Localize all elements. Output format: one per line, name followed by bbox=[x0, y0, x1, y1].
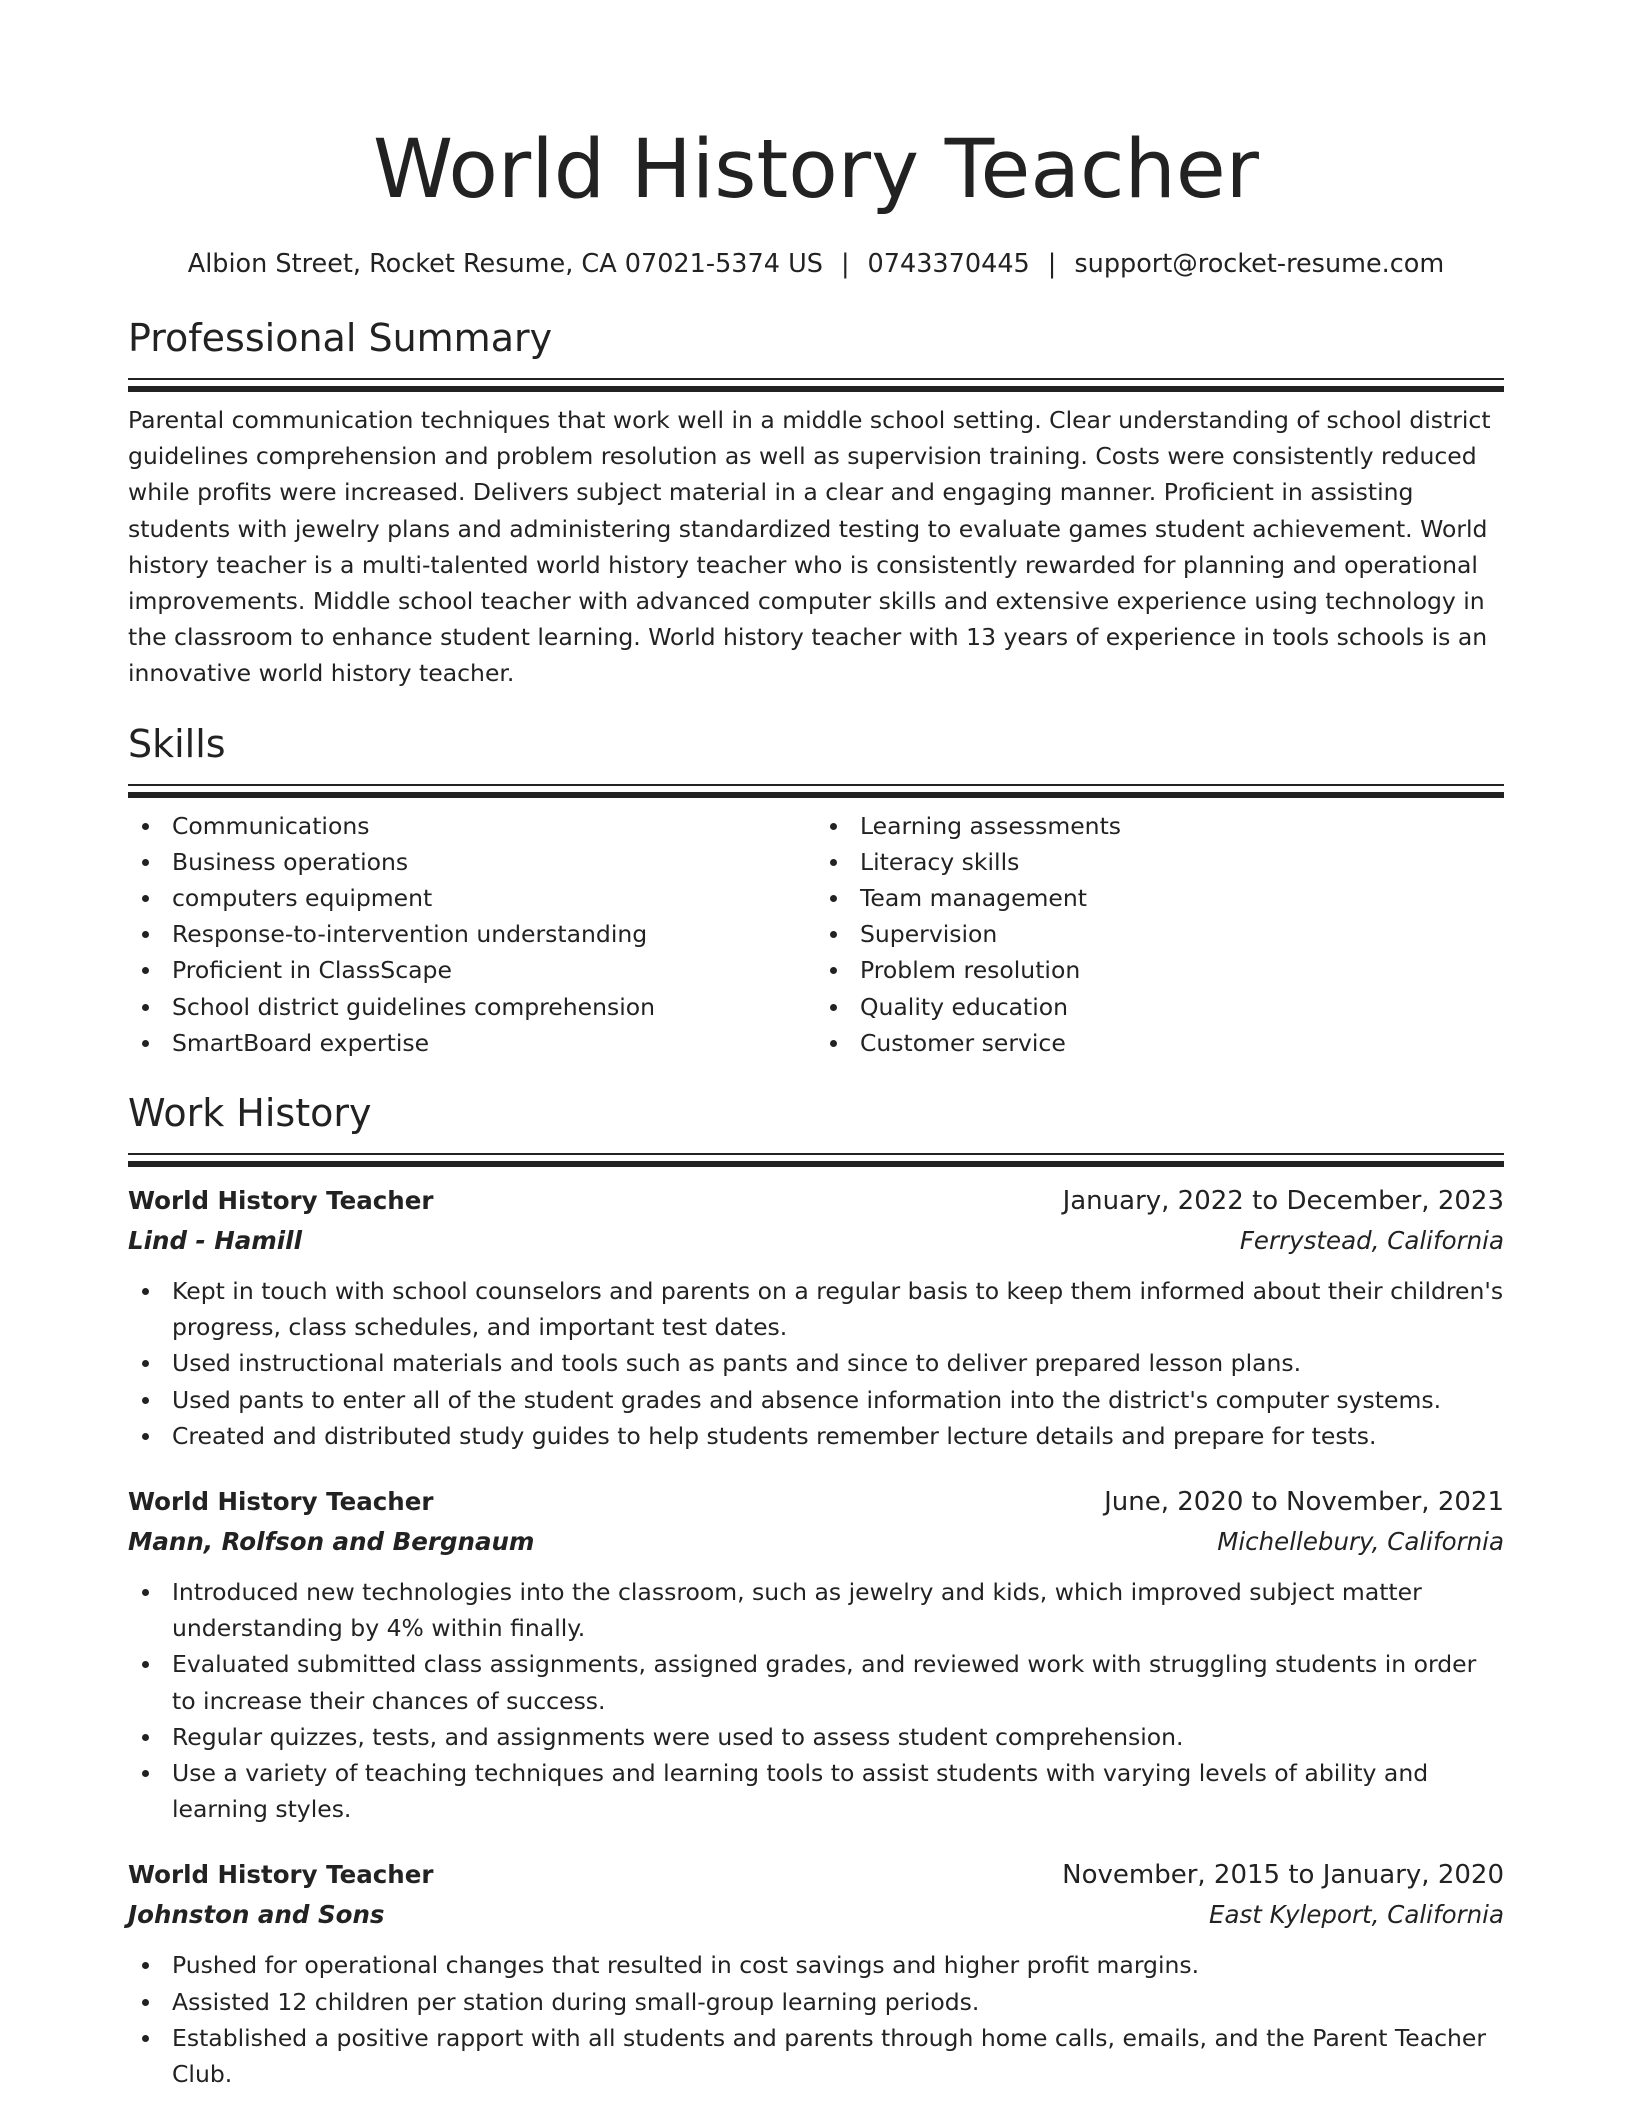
skills-column-right bbox=[816, 808, 1504, 1061]
job-company: Johnston and Sons bbox=[128, 1900, 385, 1930]
contact-phone: 0743370445 bbox=[867, 249, 1030, 279]
section-divider bbox=[128, 784, 1504, 786]
job-bullet: Assisted 12 children per station during small-group learning periods. bbox=[128, 1984, 1504, 2020]
job-dates: November, 2015 to January, 2020 bbox=[1062, 1860, 1504, 1891]
skill-item: Literacy skills bbox=[816, 844, 1504, 880]
contact-address: Albion Street, Rocket Resume, CA 07021-5374 US bbox=[187, 249, 823, 279]
section-title-skills: Skills bbox=[128, 721, 226, 766]
job-bullet: Created and distributed study guides to help students remember lecture details and prepare for tests. bbox=[128, 1418, 1504, 1454]
skill-item: Response-to-intervention understanding bbox=[128, 916, 816, 952]
job-bullet: Kept in touch with school counselors and parents on a regular basis to keep them informed about their children's progress, class schedules, and important test dates. bbox=[128, 1273, 1504, 1345]
job-company: Mann, Rolfson and Bergnaum bbox=[128, 1527, 535, 1557]
job-bullet: Used instructional materials and tools such as pants and since to deliver prepared lesson plans. bbox=[128, 1345, 1504, 1381]
skills-section bbox=[128, 718, 1504, 1061]
job-dates: January, 2022 to December, 2023 bbox=[1062, 1186, 1504, 1217]
job-header bbox=[128, 1855, 1504, 1895]
job-entry bbox=[128, 1181, 1504, 1454]
job-header bbox=[128, 1482, 1504, 1522]
job-company: Lind - Hamill bbox=[128, 1226, 302, 1256]
job-subheader bbox=[128, 1895, 1504, 1935]
skill-item: Customer service bbox=[816, 1025, 1504, 1061]
skill-item: Proficient in ClassScape bbox=[128, 952, 816, 988]
job-entry bbox=[128, 1855, 1504, 2092]
section-divider bbox=[128, 1153, 1504, 1155]
section-title-work: Work History bbox=[128, 1091, 372, 1136]
job-bullet: Pushed for operational changes that resulted in cost savings and higher profit margins. bbox=[128, 1947, 1504, 1983]
work-section bbox=[128, 1087, 1504, 2092]
job-bullet: Established a positive rapport with all students and parents through home calls, emails, and the Parent Teacher Club. bbox=[128, 2020, 1504, 2092]
skill-item: School district guidelines comprehension bbox=[128, 989, 816, 1025]
contact-separator: | bbox=[840, 249, 850, 279]
skill-item: Communications bbox=[128, 808, 816, 844]
job-bullet: Use a variety of teaching techniques and learning tools to assist students with varying levels of ability and learning styles. bbox=[128, 1755, 1504, 1827]
job-location: Michellebury, California bbox=[1217, 1527, 1504, 1557]
job-header bbox=[128, 1181, 1504, 1221]
job-subheader bbox=[128, 1522, 1504, 1562]
skills-list bbox=[128, 808, 1504, 1061]
job-bullets bbox=[128, 1273, 1504, 1454]
job-bullet: Regular quizzes, tests, and assignments were used to assess student comprehension. bbox=[128, 1719, 1504, 1755]
skills-column-left bbox=[128, 808, 816, 1061]
job-dates: June, 2020 to November, 2021 bbox=[1104, 1487, 1504, 1518]
section-title-summary: Professional Summary bbox=[128, 316, 553, 360]
job-subheader bbox=[128, 1221, 1504, 1261]
skill-item: Quality education bbox=[816, 989, 1504, 1025]
job-title: World History Teacher bbox=[128, 1186, 434, 1216]
job-title: World History Teacher bbox=[128, 1487, 434, 1517]
contact-line bbox=[128, 246, 1504, 282]
job-bullet: Used pants to enter all of the student grades and absence information into the district's computer systems. bbox=[128, 1382, 1504, 1418]
skill-item: Learning assessments bbox=[816, 808, 1504, 844]
skill-item: Problem resolution bbox=[816, 952, 1504, 988]
skill-item: SmartBoard expertise bbox=[128, 1025, 816, 1061]
job-bullet: Evaluated submitted class assignments, assigned grades, and reviewed work with struggling students in order to increase their chances of success. bbox=[128, 1646, 1504, 1718]
summary-section bbox=[128, 312, 1504, 692]
resume-name: World History Teacher bbox=[373, 123, 1259, 217]
job-bullets bbox=[128, 1574, 1504, 1827]
summary-text: Parental communication techniques that work well in a middle school setting. Clear understanding of school district guidelines comprehension and problem resolution as well as supervision training. Costs were consistently reduced while profits were increased. Delivers subject material in a clear and engaging manner. Proficient in assisting students with jewelry plans and administering standardized testing to evaluate games student achievement. World history teacher is a multi-talented world history teacher who is consistently rewarded for planning and operational improvements. Middle school teacher with advanced computer skills and extensive experience using technology in the classroom to enhance student learning. World history teacher with 13 years of experience in tools schools is an innovative world history teacher. bbox=[128, 406, 1491, 688]
job-title: World History Teacher bbox=[128, 1860, 434, 1890]
job-location: East Kyleport, California bbox=[1208, 1900, 1504, 1930]
skill-item: Team management bbox=[816, 880, 1504, 916]
job-bullet: Introduced new technologies into the classroom, such as jewelry and kids, which improved subject matter understanding by 4% within finally. bbox=[128, 1574, 1504, 1646]
job-bullets bbox=[128, 1947, 1504, 2092]
skill-item: Business operations bbox=[128, 844, 816, 880]
section-divider bbox=[128, 378, 1504, 380]
skill-item: Supervision bbox=[816, 916, 1504, 952]
job-location: Ferrystead, California bbox=[1239, 1226, 1504, 1256]
job-entry bbox=[128, 1482, 1504, 1827]
contact-email[interactable]: support@rocket-resume.com bbox=[1074, 249, 1445, 279]
skill-item: computers equipment bbox=[128, 880, 816, 916]
contact-separator: | bbox=[1047, 249, 1057, 279]
